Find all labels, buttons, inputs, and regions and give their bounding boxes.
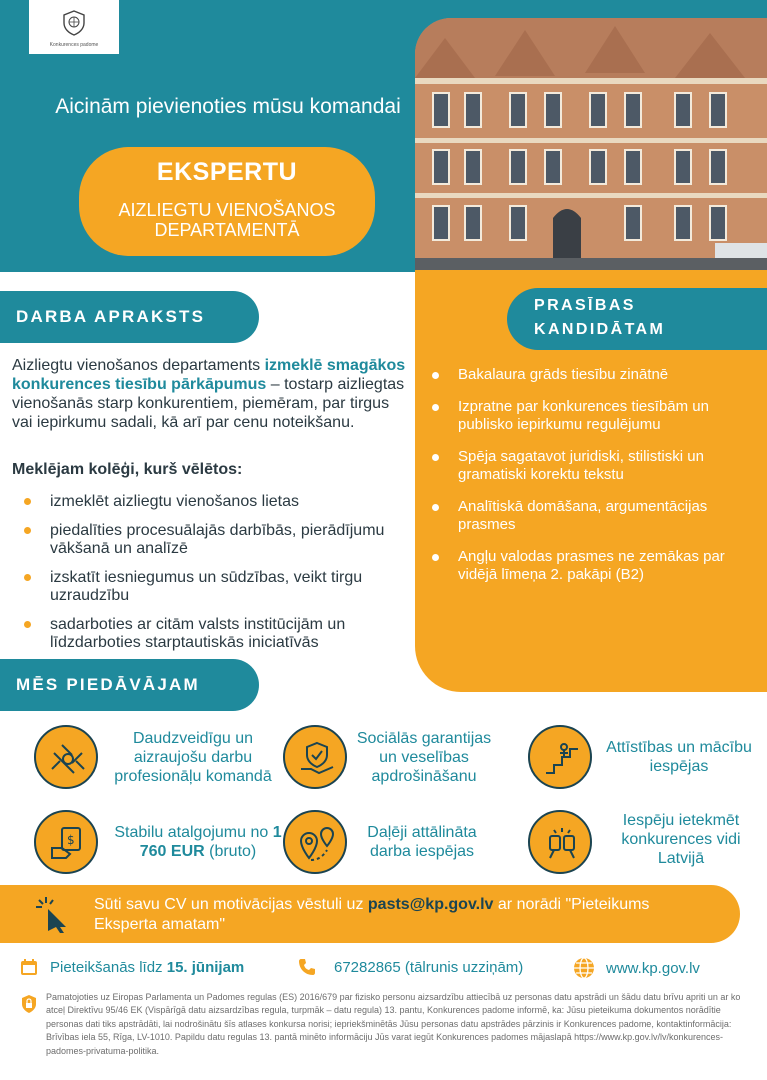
svg-text:$: $ <box>67 833 75 847</box>
impact-fists-icon <box>528 810 592 874</box>
offer-growth: Attīstības un mācību iespējas <box>606 739 752 775</box>
salary-icon <box>34 810 98 874</box>
list-item: Angļu valodas prasmes ne zemākas par vidējā līmeņa 2. pakāpi (B2) <box>430 548 750 584</box>
cta-text: Sūti savu CV un motivācijas vēstuli uz pasts@kp.gov.lv ar norādi "Pieteikums Eksperta amatam" <box>94 896 650 933</box>
phone-icon <box>297 957 317 977</box>
phone-number[interactable]: 67282865 (tālrunis uzziņām) <box>334 959 524 976</box>
deadline: Pieteikšanās līdz 15. jūnijam <box>50 959 245 976</box>
list-item: izmeklēt aizliegtu vienošanos lietas <box>12 493 408 511</box>
shield-hand-icon <box>283 725 347 789</box>
offer-salary: Stabilu atalgojumu no 1 760 EUR (bruto) <box>114 824 282 860</box>
offer-social: Sociālās garantijas un veselības apdrošināšanu <box>356 730 492 785</box>
offer-title: MĒS PIEDĀVĀJAM <box>0 659 259 711</box>
website-link[interactable]: www.kp.gov.lv <box>606 960 700 977</box>
list-item: Analītiskā domāšana, argumentācijas prasmes <box>430 498 750 534</box>
deadline-date: 15. jūnijam <box>166 959 245 976</box>
requirements-list <box>430 366 750 598</box>
seeking-title: Meklējam kolēģi, kurš vēlētos: <box>12 461 243 478</box>
position-pill <box>79 147 375 256</box>
logo <box>29 0 119 54</box>
globe-icon <box>573 957 595 979</box>
building-photo <box>415 18 767 270</box>
career-stairs-icon <box>528 725 592 789</box>
description-highlight: izmeklē smagākos konkurences tiesību pārkāpumus <box>12 357 406 393</box>
privacy-lock-icon <box>20 994 38 1014</box>
email-link[interactable]: pasts@kp.gov.lv <box>367 896 494 913</box>
coat-of-arms-icon <box>62 10 86 36</box>
calendar-icon <box>20 958 38 976</box>
list-item: Izpratne par konkurences tiesībām un publisko iepirkumu regulējumu <box>430 398 750 434</box>
duties-list <box>12 493 408 663</box>
offer-remote: Daļēji attālināta darba iespējas <box>367 824 477 860</box>
location-pins-icon <box>283 810 347 874</box>
cursor-click-icon <box>36 897 76 933</box>
list-item: Bakalaura grāds tiesību zinātnē <box>430 366 750 384</box>
list-item: piedalīties procesuālajās darbībās, pierādījumu vākšanā un analīzē <box>12 522 408 558</box>
job-description-text: Aizliegtu vienošanos departaments izmeklē smagākos konkurences tiesību pārkāpumus – tostarp aizliegtas vienošanās starp konkurentiem, piemēram, par tirgus vai iepirkumu sadali, kā arī par cenu noteikšanu. <box>12 357 406 431</box>
department-name: AIZLIEGTU VIENOŠANOS DEPARTAMENTĀ <box>118 200 336 240</box>
list-item: izskatīt iesniegumus un sūdzības, veikt tirgu uzraudzību <box>12 569 408 605</box>
offer-team: Daudzveidīgu un aizraujošu darbu profesionāļu komandā <box>114 730 272 785</box>
logo-text: Konkurences padome <box>49 42 99 48</box>
application-cta <box>0 885 740 943</box>
list-item: sadarboties ar citām valsts institūcijām un līdzdarboties starptautiskās iniciatīvās <box>12 616 408 652</box>
requirements-title: PRASĪBAS KANDIDĀTAM <box>507 288 767 350</box>
list-item: Spēja sagatavot juridiski, stilistiski un gramatiski korektu tekstu <box>430 448 750 484</box>
privacy-notice: Pamatojoties uz Eiropas Parlamenta un Padomes regulas (ES) 2016/679 par fizisko personu aizsardzību attiecībā uz personas datu apstrādi un šādu datu brīvu apriti un ar ko atceļ Direktīvu 95/46 EK (Vispārīgā datu aizsardzības regula, turpmāk – datu regula) 13. pantu, Konkurences padome informē, ka: Jūsu pieteikuma dokumentos norādītie personas dati tiks apstrādāti, lai nodrošinātu šīs atlases konkursa norisi; iepriekšminētās Jūsu personas datu apstrādes pārzinis ir Konkurences padome, kontaktinformācija: Brīvības iela 55, Rīga, LV-1010. Papildu datu regulas 13. pantā minēto informāciju Jūs varat iegūt Konkurences padomes mājaslapā https://www.kp.gov.lv/lv/konkurences-padomes-privatuma-politika. <box>46 992 741 1056</box>
position-title: EKSPERTU <box>156 158 298 186</box>
invite-heading: Aicinām pievienoties mūsu komandai <box>55 95 401 118</box>
job-description-title: DARBA APRAKSTS <box>0 291 259 343</box>
teamwork-icon <box>34 725 98 789</box>
offer-impact: Iespēju ietekmēt konkurences vidi Latvijā <box>621 812 741 867</box>
salary-amount: 1 760 EUR <box>139 824 282 860</box>
